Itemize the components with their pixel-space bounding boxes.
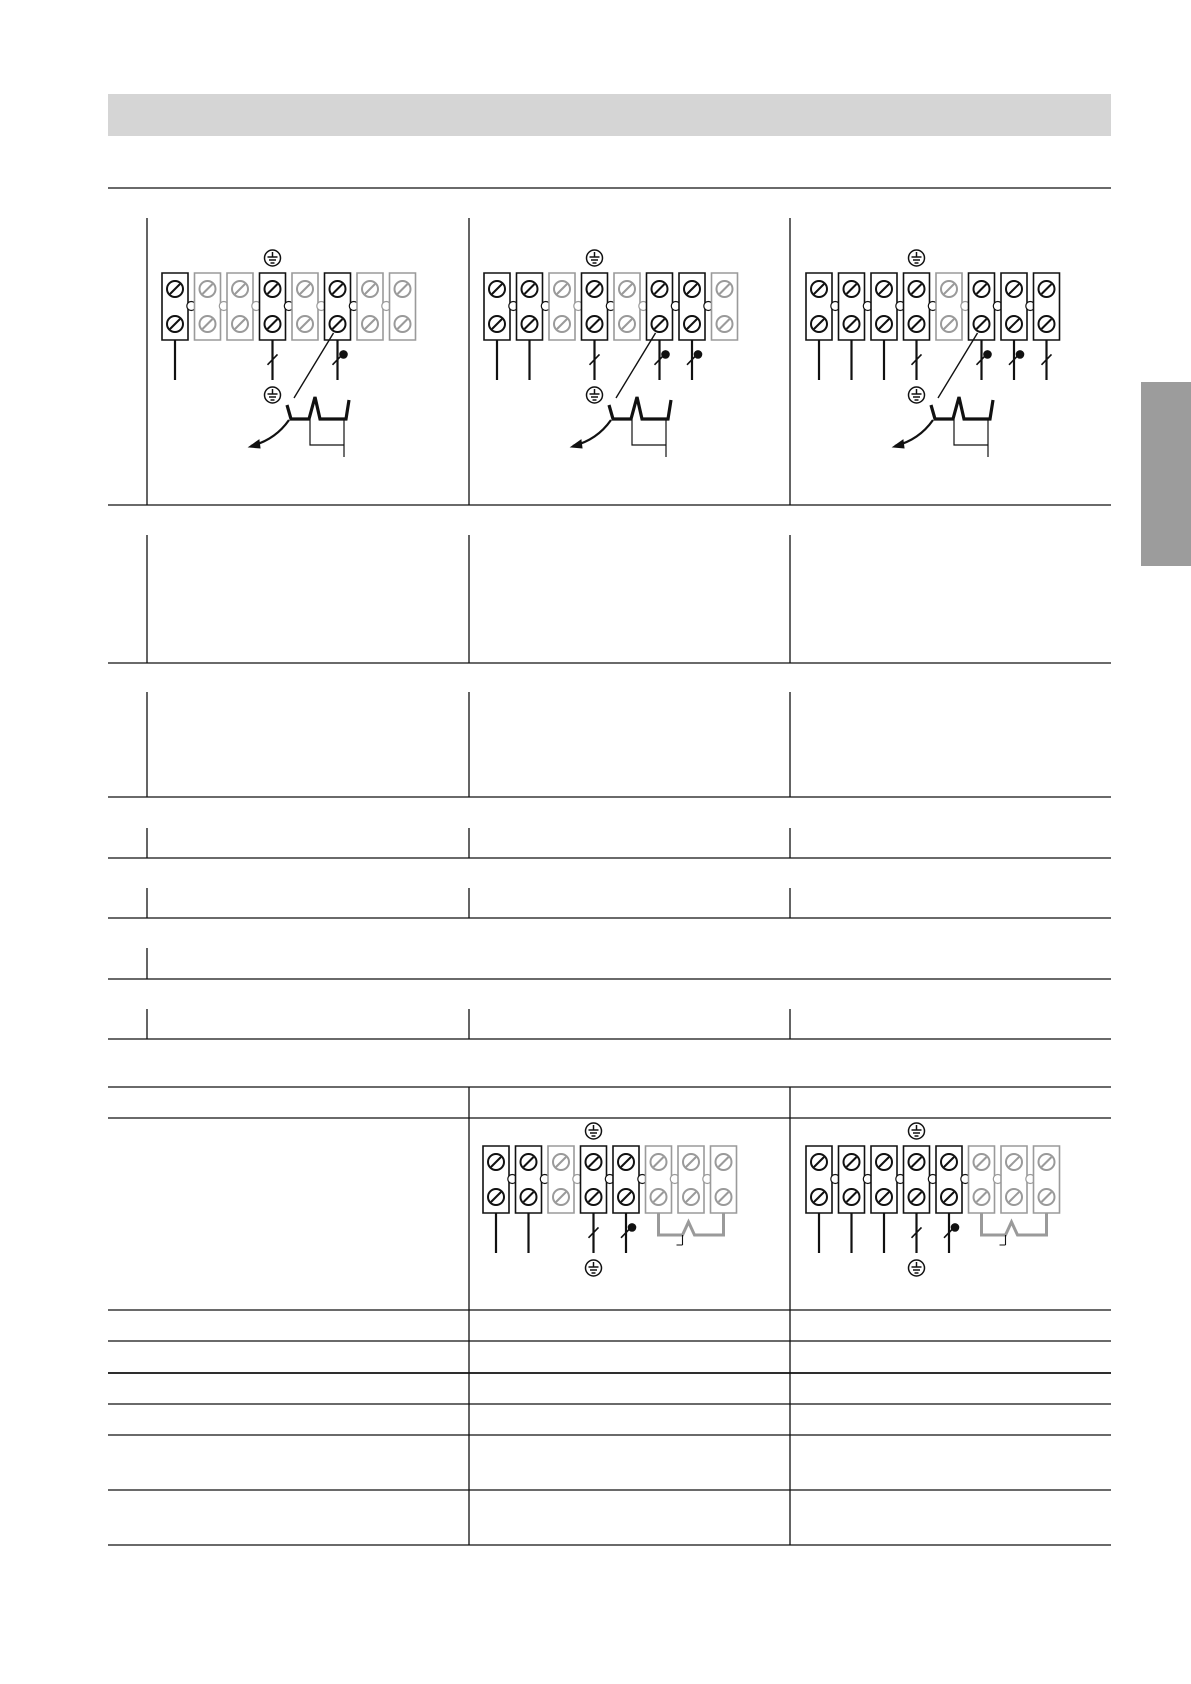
terminal-5 — [936, 273, 970, 340]
terminal-6 — [325, 273, 359, 340]
terminal-3 — [549, 273, 583, 340]
screw-icon — [489, 281, 505, 297]
bracket-tie — [310, 419, 344, 457]
wire — [912, 1213, 922, 1253]
element-bracket — [931, 397, 993, 419]
terminal-5 — [613, 1146, 647, 1213]
screw-icon — [717, 316, 733, 332]
lower-wiring-2 — [819, 1213, 1047, 1276]
screw-icon — [652, 281, 668, 297]
screw-icon — [876, 1189, 892, 1205]
contact-dot — [1017, 351, 1023, 357]
screw-icon — [521, 1189, 537, 1205]
wire — [944, 1213, 958, 1253]
upper-wiring-2 — [497, 333, 701, 457]
terminal-8 — [712, 273, 738, 340]
terminal-block — [483, 1123, 737, 1213]
screw-icon — [716, 1154, 732, 1170]
screw-icon — [876, 316, 892, 332]
terminal-2 — [517, 273, 551, 340]
screw-icon — [232, 281, 248, 297]
screw-icon — [651, 1189, 667, 1205]
terminal-2 — [839, 273, 873, 340]
earth-symbol-icon — [909, 1260, 925, 1276]
screw-icon — [488, 1189, 504, 1205]
screw-icon — [1006, 281, 1022, 297]
terminal-6 — [969, 273, 1003, 340]
wiring-diagrams — [162, 250, 1060, 1276]
screw-icon — [717, 281, 733, 297]
screw-icon — [909, 316, 925, 332]
wire — [977, 340, 991, 380]
terminal-3 — [871, 273, 905, 340]
screw-icon — [844, 1154, 860, 1170]
terminal-2 — [516, 1146, 550, 1213]
terminal-4 — [904, 273, 938, 340]
screw-icon — [265, 316, 281, 332]
bracket-tie — [632, 419, 666, 457]
terminal-3 — [871, 1146, 905, 1213]
earth-symbol-icon — [909, 1123, 925, 1139]
earth-symbol-icon — [265, 387, 281, 403]
terminal-block — [806, 1123, 1060, 1213]
screw-icon — [974, 316, 990, 332]
screw-icon — [488, 1154, 504, 1170]
wire — [1009, 340, 1023, 380]
screw-icon — [1006, 1189, 1022, 1205]
screw-icon — [586, 1154, 602, 1170]
wire — [589, 1213, 599, 1253]
lead-line — [294, 333, 334, 398]
screw-icon — [1039, 316, 1055, 332]
terminal-block — [806, 250, 1060, 340]
flow-arrow-head-icon — [571, 440, 582, 448]
screw-icon — [1006, 1154, 1022, 1170]
screw-icon — [362, 316, 378, 332]
terminal-1 — [484, 273, 518, 340]
terminal-7 — [1001, 273, 1035, 340]
terminal-4 — [904, 1146, 938, 1213]
wire — [268, 340, 278, 380]
screw-icon — [974, 1189, 990, 1205]
screw-icon — [618, 1189, 634, 1205]
screw-icon — [619, 281, 635, 297]
terminal-3 — [548, 1146, 582, 1213]
screw-icon — [618, 1154, 634, 1170]
wire — [333, 340, 347, 380]
contact-dot — [952, 1224, 958, 1230]
screw-icon — [844, 1189, 860, 1205]
flow-arrow-head-icon — [249, 440, 260, 448]
screw-icon — [586, 1189, 602, 1205]
terminal-7 — [679, 273, 713, 340]
screw-icon — [909, 281, 925, 297]
screw-icon — [395, 281, 411, 297]
terminal-8 — [711, 1146, 737, 1213]
terminal-7 — [1001, 1146, 1035, 1213]
screw-icon — [554, 316, 570, 332]
flow-arrow-head-icon — [893, 440, 904, 448]
wire — [655, 340, 669, 380]
earth-symbol-icon — [587, 250, 603, 266]
screw-icon — [265, 281, 281, 297]
screw-icon — [941, 1189, 957, 1205]
screw-icon — [587, 281, 603, 297]
wire — [912, 340, 922, 380]
lower-wiring-1 — [496, 1213, 724, 1276]
wire — [590, 340, 600, 380]
contact-dot — [340, 351, 346, 357]
screw-icon — [619, 316, 635, 332]
screw-icon — [811, 316, 827, 332]
screw-icon — [522, 316, 538, 332]
terminal-1 — [806, 1146, 840, 1213]
screw-icon — [522, 281, 538, 297]
terminal-3 — [227, 273, 261, 340]
screw-icon — [876, 1154, 892, 1170]
screw-icon — [587, 316, 603, 332]
screw-icon — [330, 281, 346, 297]
earth-symbol-icon — [909, 250, 925, 266]
contact-dot — [662, 351, 668, 357]
terminal-4 — [260, 273, 294, 340]
earth-symbol-icon — [586, 1260, 602, 1276]
screw-icon — [652, 316, 668, 332]
terminal-4 — [581, 1146, 615, 1213]
terminal-5 — [614, 273, 648, 340]
screw-icon — [553, 1189, 569, 1205]
terminal-block — [484, 250, 738, 340]
screw-icon — [909, 1189, 925, 1205]
screw-icon — [909, 1154, 925, 1170]
screw-icon — [521, 1154, 537, 1170]
element-bracket — [609, 397, 671, 419]
screw-icon — [811, 1189, 827, 1205]
screw-icon — [554, 281, 570, 297]
terminal-5 — [936, 1146, 970, 1213]
screw-icon — [684, 281, 700, 297]
screw-icon — [683, 1154, 699, 1170]
lead-line — [938, 333, 978, 398]
screw-icon — [200, 281, 216, 297]
wire — [621, 1213, 635, 1253]
terminal-block — [162, 250, 416, 340]
screw-icon — [974, 281, 990, 297]
element-bracket — [287, 397, 349, 419]
inactive-bracket — [982, 1213, 1047, 1235]
screw-icon — [683, 1189, 699, 1205]
screw-icon — [716, 1189, 732, 1205]
terminal-1 — [806, 273, 840, 340]
screw-icon — [1006, 316, 1022, 332]
screw-icon — [684, 316, 700, 332]
terminal-1 — [483, 1146, 517, 1213]
screw-icon — [489, 316, 505, 332]
earth-symbol-icon — [265, 250, 281, 266]
terminal-8 — [390, 273, 416, 340]
screw-icon — [974, 1154, 990, 1170]
terminal-2 — [839, 1146, 873, 1213]
contact-dot — [629, 1224, 635, 1230]
screw-icon — [876, 281, 892, 297]
screw-icon — [651, 1154, 667, 1170]
contact-dot — [984, 351, 990, 357]
screw-icon — [844, 316, 860, 332]
lead-line — [616, 333, 656, 398]
screw-icon — [395, 316, 411, 332]
screw-icon — [232, 316, 248, 332]
screw-icon — [844, 281, 860, 297]
screw-icon — [811, 281, 827, 297]
screw-icon — [553, 1154, 569, 1170]
upper-wiring-1 — [175, 333, 349, 457]
terminal-7 — [357, 273, 391, 340]
screw-icon — [362, 281, 378, 297]
bracket-tie — [954, 419, 988, 457]
screw-icon — [941, 316, 957, 332]
screw-icon — [811, 1154, 827, 1170]
upper-wiring-3 — [819, 333, 1052, 457]
earth-symbol-icon — [587, 387, 603, 403]
terminal-6 — [646, 1146, 680, 1213]
terminal-5 — [292, 273, 326, 340]
inactive-bracket — [659, 1213, 724, 1235]
screw-icon — [167, 316, 183, 332]
screw-icon — [1039, 1154, 1055, 1170]
screw-icon — [200, 316, 216, 332]
screw-icon — [330, 316, 346, 332]
terminal-2 — [195, 273, 229, 340]
wire — [1042, 340, 1052, 380]
screw-icon — [297, 281, 313, 297]
screw-icon — [941, 281, 957, 297]
terminal-7 — [678, 1146, 712, 1213]
terminal-6 — [647, 273, 681, 340]
screw-icon — [941, 1154, 957, 1170]
contact-dot — [695, 351, 701, 357]
wire — [687, 340, 701, 380]
terminal-8 — [1034, 273, 1060, 340]
screw-icon — [1039, 281, 1055, 297]
screw-icon — [167, 281, 183, 297]
terminal-8 — [1034, 1146, 1060, 1213]
screw-icon — [1039, 1189, 1055, 1205]
screw-icon — [297, 316, 313, 332]
earth-symbol-icon — [586, 1123, 602, 1139]
terminal-6 — [969, 1146, 1003, 1213]
terminal-1 — [162, 273, 196, 340]
earth-symbol-icon — [909, 387, 925, 403]
terminal-4 — [582, 273, 616, 340]
